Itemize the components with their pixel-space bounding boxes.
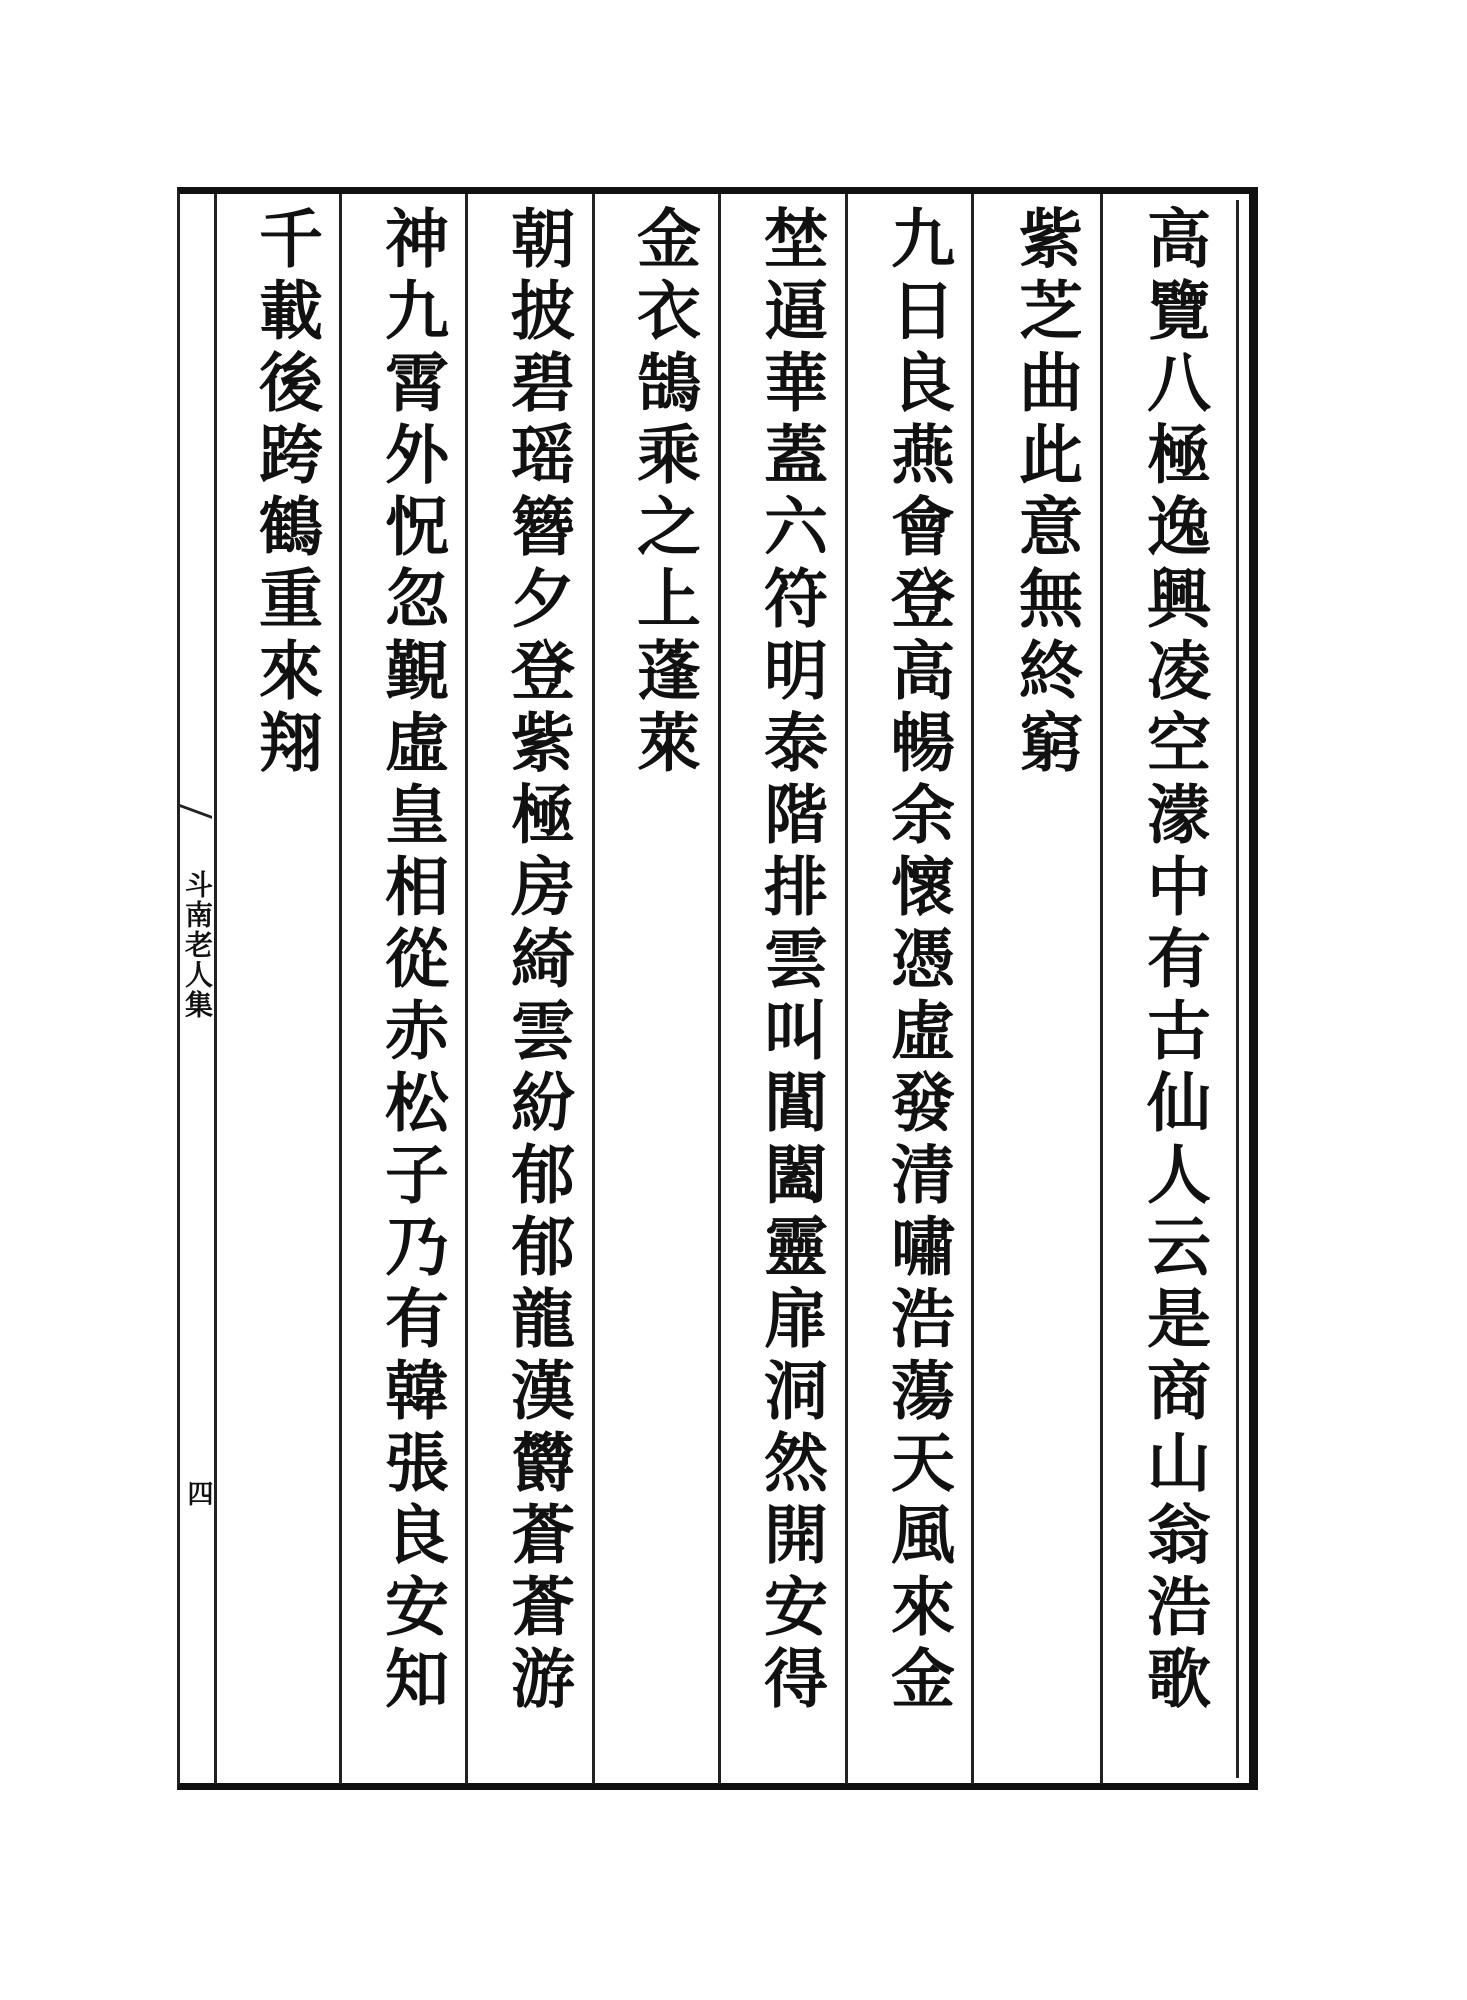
column-rule	[845, 194, 848, 1784]
text-column-4: 埜逼華蓋六符明泰階排雲叫閶闔靈扉洞然開安得	[753, 205, 828, 1717]
frame-inner-rule	[1236, 200, 1239, 1778]
text-column-8: 千載後跨鶴重來翔	[248, 205, 323, 781]
column-rule	[1100, 194, 1103, 1784]
banxin-rule	[214, 194, 217, 1784]
banxin-page-number: 四	[183, 1480, 213, 1506]
text-column-6: 朝披碧瑶簪夕登紫極房綺雲紛郁郁龍漢欝蒼蒼游	[500, 205, 575, 1717]
text-column-3: 九日良燕會登高暢余懷憑虛發清嘯浩蕩天風來金	[880, 205, 955, 1717]
banxin-book-title: 斗南老人集	[181, 870, 214, 1020]
text-column-5: 金衣鵠乘之上蓬萊	[626, 205, 701, 781]
text-column-2: 紫芝曲此意無終窮	[1008, 205, 1083, 781]
text-column-1: 高覽八極逸興凌空濛中有古仙人云是商山翁浩歌	[1136, 205, 1211, 1717]
column-rule	[718, 194, 721, 1784]
text-column-7: 神九霄外怳忽覲虛皇相從赤松子乃有韓張良安知	[374, 205, 449, 1717]
column-rule	[592, 194, 595, 1784]
